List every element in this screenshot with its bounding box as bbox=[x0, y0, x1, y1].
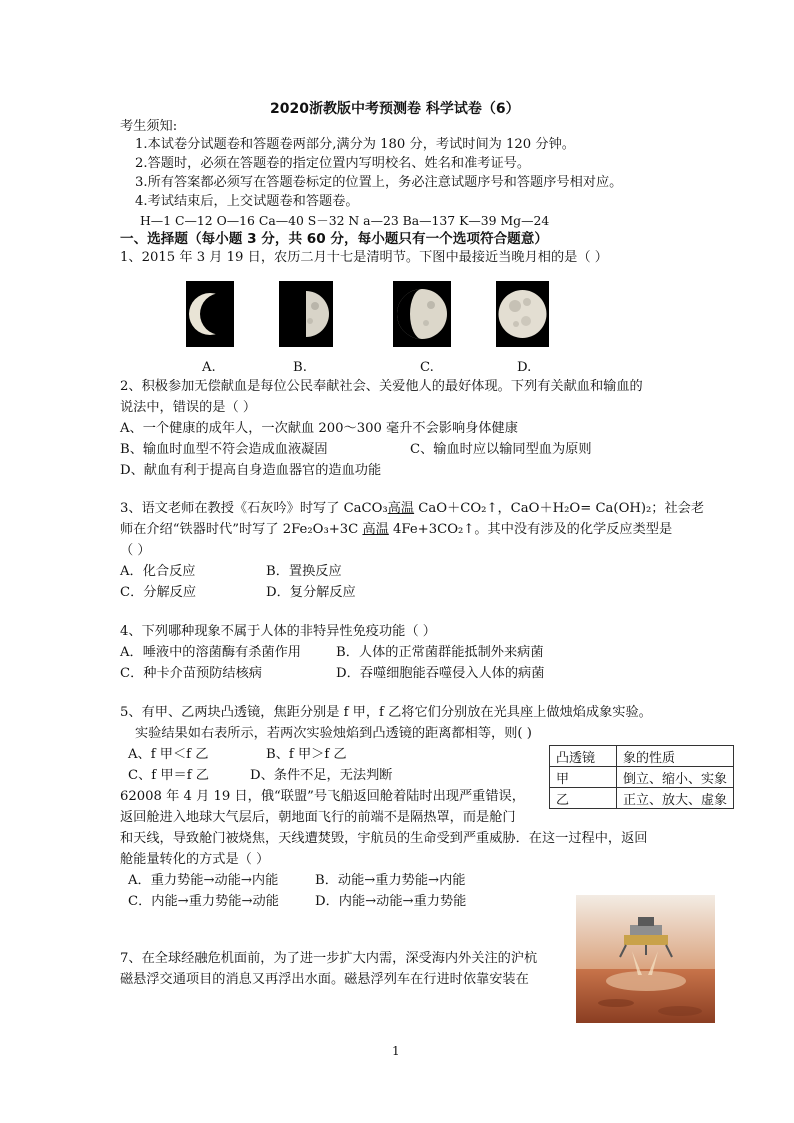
q5-option-d: D、条件不足，无法判断 bbox=[250, 768, 393, 783]
q2-line-2: 说法中，错误的是（ ） bbox=[120, 400, 257, 415]
q6-option-a: A．重力势能→动能→内能 bbox=[128, 873, 279, 888]
q2-option-a: A、一个健康的成年人，一次献血 200～300 毫升不会影响身体健康 bbox=[120, 421, 518, 436]
moon-phase-d-image bbox=[496, 281, 549, 347]
q2-line-1: 2、积极参加无偿献血是每位公民奉献社会、关爱他人的最好体现。下列有关献血和输血的 bbox=[120, 379, 643, 394]
q5-line-2: 实验结果如右表所示，若两次实验烛焰到凸透镜的距离都相等，则( ) bbox=[135, 726, 532, 741]
q2-option-d: D、献血有利于提高自身造血器官的造血功能 bbox=[120, 463, 382, 478]
q4-option-b: B．人体的正常菌群能抵制外来病菌 bbox=[336, 645, 544, 660]
q3-line-3: （ ） bbox=[120, 543, 151, 558]
q5-option-c: C、f 甲＝f 乙 bbox=[128, 768, 209, 783]
reaction-condition-high-temp-2: 高温 bbox=[362, 522, 389, 537]
atomic-masses: H—1 C—12 O—16 Ca—40 S－32 N a—23 Ba—137 K—39 Mg—24 bbox=[140, 213, 550, 228]
table-header-row bbox=[550, 746, 734, 767]
notice-item-1: 1.本试卷分试题卷和答题卷两部分,满分为 180 分，考试时间为 120 分钟。 bbox=[135, 137, 575, 152]
notice-item-2: 2.答题时，必须在答题卷的指定位置内写明校名、姓名和准考证号。 bbox=[135, 156, 531, 171]
q4-option-a: A．唾液中的溶菌酶有杀菌作用 bbox=[120, 645, 301, 660]
table-cell: 正立、放大、虚象 bbox=[617, 788, 734, 809]
table-cell: 倒立、缩小、实象 bbox=[617, 767, 734, 788]
table-cell: 甲 bbox=[550, 767, 617, 788]
table-header-cell: 凸透镜 bbox=[550, 746, 617, 767]
q2-option-c: C、输血时应以输同型血为原则 bbox=[410, 442, 592, 457]
q6-line-3: 和天线，导致舱门被烧焦，天线遭焚毁，宇航员的生命受到严重威胁．在这一过程中，返回 bbox=[120, 831, 648, 846]
table-row bbox=[550, 788, 734, 809]
q6-option-b: B．动能→重力势能→内能 bbox=[315, 873, 466, 888]
table-cell: 乙 bbox=[550, 788, 617, 809]
q7-line-2: 磁悬浮交通项目的消息又再浮出水面。磁悬浮列车在行进时依靠安装在 bbox=[120, 972, 529, 987]
q3-option-b: B．置换反应 bbox=[266, 564, 342, 579]
q1-text: 1、2015 年 3 月 19 日，农历二月十七是清明节。下图中最接近当晚月相的是（ ） bbox=[120, 250, 608, 265]
q3-line-2: 师在介绍“铁器时代”时写了 2Fe₂O₃+3C 高温 4Fe+3CO₂↑。其中没有涉及的化学反应类型是 bbox=[120, 522, 673, 537]
moon-phase-a-image bbox=[186, 281, 234, 347]
q6-line-1: 62008 年 4 月 19 日，俄“联盟”号飞船返回舱着陆时出现严重错误， bbox=[120, 789, 525, 804]
q2-option-b: B、输血时血型不符会造成血液凝固 bbox=[120, 442, 328, 457]
q1-label-d: D. bbox=[517, 360, 532, 375]
q3-option-d: D．复分解反应 bbox=[266, 585, 356, 600]
q1-label-a: A. bbox=[202, 360, 216, 375]
section-heading: 一、选择题（每小题 3 分，共 60 分，每小题只有一个选项符合题意） bbox=[120, 231, 548, 247]
spacecraft-landing-photo bbox=[576, 895, 715, 1023]
q1-label-c: C. bbox=[420, 360, 434, 375]
table-row bbox=[550, 767, 734, 788]
q3-option-c: C．分解反应 bbox=[120, 585, 197, 600]
moon-phase-b-image bbox=[279, 281, 333, 347]
notice-item-3: 3.所有答案都必须写在答题卷标定的位置上，务必注意试题序号和答题序号相对应。 bbox=[135, 175, 623, 190]
notice-heading: 考生须知: bbox=[120, 119, 178, 134]
q6-option-c: C．内能→重力势能→动能 bbox=[128, 894, 279, 909]
q4-option-c: C．种卡介苗预防结核病 bbox=[120, 666, 262, 681]
q6-line-2: 返回舱进入地球大气层后，朝地面飞行的前端不是隔热罩，而是舱门 bbox=[120, 810, 516, 825]
reaction-condition-high-temp: 高温 bbox=[387, 501, 415, 516]
notice-item-4: 4.考试结束后，上交试题卷和答题卷。 bbox=[135, 194, 359, 209]
q3-option-a: A．化合反应 bbox=[120, 564, 196, 579]
q5-line-1: 5、有甲、乙两块凸透镜，焦距分别是 f 甲，f 乙将它们分别放在光具座上做烛焰成象实验。 bbox=[120, 705, 652, 720]
q1-label-b: B. bbox=[293, 360, 307, 375]
table-header-cell: 象的性质 bbox=[617, 746, 734, 767]
q5-option-b: B、f 甲＞f 乙 bbox=[266, 747, 347, 762]
q6-option-d: D．内能→动能→重力势能 bbox=[315, 894, 467, 909]
q4-option-d: D．吞噬细胞能吞噬侵入人体的病菌 bbox=[336, 666, 545, 681]
lens-result-table bbox=[549, 745, 734, 809]
moon-phase-c-image bbox=[393, 281, 451, 347]
q4-text: 4、下列哪种现象不属于人体的非特异性免疫功能（ ） bbox=[120, 624, 436, 639]
q6-line-4: 舱能量转化的方式是（ ） bbox=[120, 852, 270, 867]
page-number: 1 bbox=[392, 1044, 400, 1058]
q7-line-1: 7、在全球经融危机面前，为了进一步扩大内需，深受海内外关注的沪杭 bbox=[120, 951, 538, 966]
page-title: 2020浙教版中考预测卷 科学试卷（6） bbox=[270, 101, 520, 117]
q5-option-a: A、f 甲＜f 乙 bbox=[128, 747, 209, 762]
q3-line-1: 3、语文老师在教授《石灰吟》时写了 CaCO₃高温 CaO＋CO₂↑，CaO＋H₂O= Ca(OH)₂；社会老 bbox=[120, 501, 705, 516]
